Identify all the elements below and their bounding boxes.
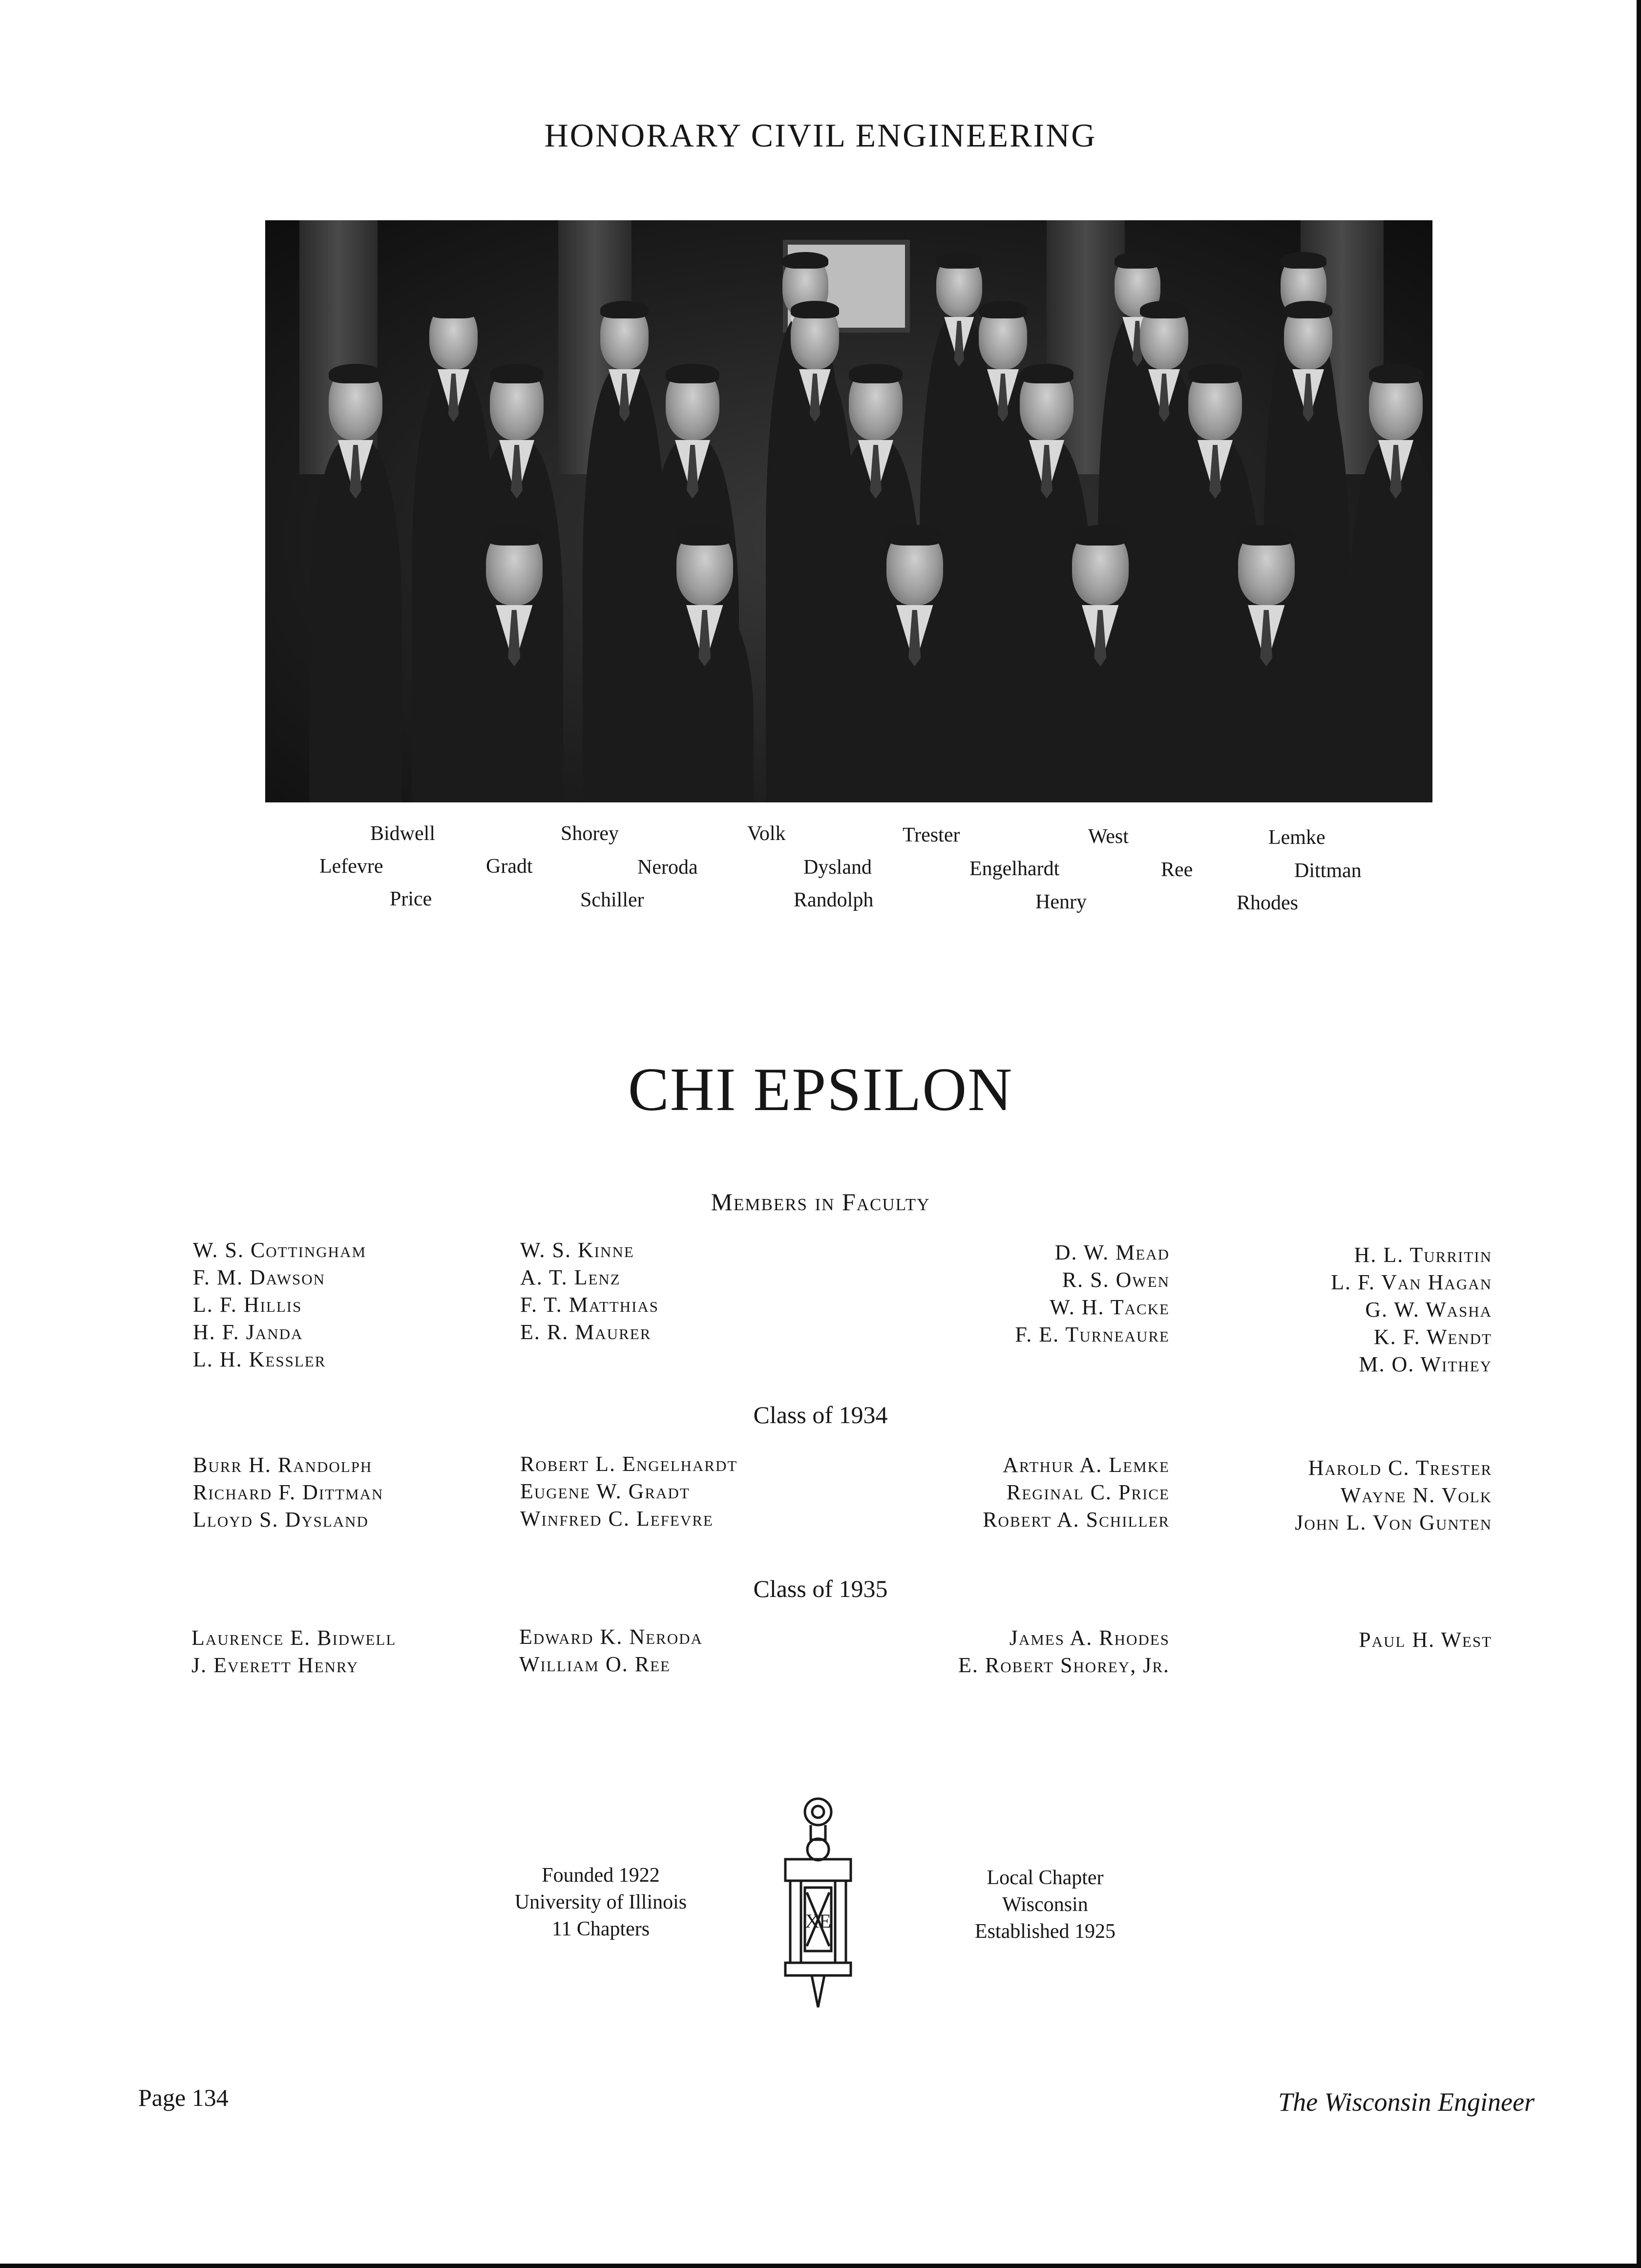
chi-epsilon-emblem-icon: [781, 1795, 855, 2010]
faculty-column-3: [1015, 1239, 1170, 1348]
faculty-column-4: [1331, 1241, 1492, 1378]
class-1935-column-4: [1359, 1626, 1492, 1654]
caption-name: Ree: [1161, 859, 1193, 881]
member-name: William O. Ree: [519, 1652, 671, 1676]
chapter-line: Established 1925: [974, 1920, 1116, 1943]
caption-name: West: [1088, 825, 1129, 848]
caption-name: Engelhardt: [969, 858, 1060, 880]
caption-name: Henry: [1035, 891, 1087, 913]
member-name: W. S. Cottingham: [193, 1238, 367, 1262]
caption-name: Shorey: [561, 822, 619, 845]
caption-name: Lemke: [1268, 826, 1325, 849]
member-name: W. S. Kinne: [520, 1238, 634, 1262]
member-name: Arthur A. Lemke: [1002, 1453, 1170, 1477]
member-name: H. L. Turritin: [1354, 1243, 1492, 1267]
member-name: Richard F. Dittman: [193, 1480, 384, 1504]
member-name: F. E. Turneaure: [1015, 1323, 1170, 1346]
member-name: James A. Rhodes: [1009, 1626, 1170, 1650]
member-name: G. W. Washa: [1365, 1298, 1492, 1322]
member-name: A. T. Lenz: [520, 1265, 621, 1289]
member-name: F. T. Matthias: [520, 1293, 659, 1317]
emblem-letters: XE: [805, 1910, 831, 1932]
member-name: Winfred C. Lefevre: [520, 1507, 714, 1531]
member-name: L. F. Hillis: [193, 1293, 302, 1317]
class-1935-column-1: [191, 1624, 396, 1679]
class-1935-heading: Class of 1935: [753, 1575, 888, 1602]
class-1935-column-2: [519, 1623, 703, 1678]
member-name: Burr H. Randolph: [193, 1453, 373, 1477]
member-name: L. H. Kessler: [193, 1347, 326, 1371]
member-name: Eugene W. Gradt: [520, 1479, 690, 1503]
founding-line: Founded 1922: [542, 1864, 660, 1887]
caption-name: Volk: [747, 822, 786, 845]
member-name: J. Everett Henry: [191, 1653, 359, 1677]
member-name: E. R. Maurer: [520, 1320, 652, 1344]
chapter-info: [943, 1865, 1148, 1945]
class-1934-heading: Class of 1934: [753, 1401, 888, 1428]
page-edge-bottom: [0, 2264, 1641, 2268]
chapter-line: Local Chapter: [987, 1867, 1104, 1889]
publication-name: The Wisconsin Engineer: [1278, 2087, 1535, 2117]
caption-name: Rhodes: [1237, 892, 1298, 914]
member-name: Lloyd S. Dysland: [193, 1508, 369, 1532]
caption-name: Randolph: [794, 889, 874, 911]
member-name: L. F. Van Hagan: [1331, 1270, 1492, 1294]
caption-name: Trester: [903, 824, 960, 846]
page-number: Page 134: [138, 2084, 229, 2111]
member-name: K. F. Wendt: [1373, 1325, 1492, 1349]
member-name: Robert L. Engelhardt: [520, 1452, 738, 1476]
faculty-heading: Members in Faculty: [711, 1188, 930, 1216]
class-1934-column-2: [520, 1450, 737, 1533]
member-name: R. S. Owen: [1062, 1268, 1170, 1292]
member-name: M. O. Withey: [1359, 1352, 1492, 1376]
founding-info: [488, 1862, 713, 1943]
caption-name: Schiller: [580, 889, 644, 911]
member-name: Harold C. Trester: [1308, 1456, 1492, 1480]
caption-name: Lefevre: [319, 855, 383, 878]
member-name: Laurence E. Bidwell: [191, 1626, 397, 1650]
member-name: D. W. Mead: [1054, 1240, 1170, 1264]
member-name: Wayne N. Volk: [1340, 1483, 1492, 1507]
member-name: Paul H. West: [1359, 1628, 1492, 1652]
page-edge-right: [1637, 0, 1641, 2268]
faculty-column-1: [193, 1237, 366, 1373]
class-1935-column-3: [958, 1624, 1170, 1679]
member-name: W. H. Tacke: [1050, 1295, 1170, 1319]
class-1934-column-4: [1295, 1454, 1492, 1536]
member-name: Robert A. Schiller: [983, 1508, 1170, 1532]
member-name: E. Robert Shorey, Jr.: [958, 1653, 1170, 1677]
caption-name: Dysland: [803, 856, 872, 879]
member-name: Reginal C. Price: [1006, 1480, 1170, 1504]
member-name: John L. Von Gunten: [1295, 1511, 1492, 1534]
group-photo: [265, 220, 1432, 802]
society-title: CHI EPSILON: [628, 1056, 1013, 1124]
chapter-line: Wisconsin: [1002, 1893, 1088, 1916]
faculty-column-2: [520, 1237, 659, 1346]
caption-name: Neroda: [637, 856, 698, 879]
caption-name: Dittman: [1294, 860, 1362, 882]
member-name: Edward K. Neroda: [519, 1625, 703, 1649]
caption-name: Price: [390, 888, 432, 910]
member-name: H. F. Janda: [193, 1320, 303, 1344]
founding-line: University of Illinois: [514, 1891, 687, 1913]
class-1934-column-1: [193, 1451, 383, 1533]
page-heading: HONORARY CIVIL ENGINEERING: [544, 117, 1097, 154]
caption-name: Gradt: [486, 855, 533, 878]
caption-name: Bidwell: [370, 822, 435, 845]
member-name: F. M. Dawson: [193, 1265, 326, 1289]
class-1934-column-3: [983, 1451, 1170, 1533]
founding-line: 11 Chapters: [551, 1918, 650, 1940]
